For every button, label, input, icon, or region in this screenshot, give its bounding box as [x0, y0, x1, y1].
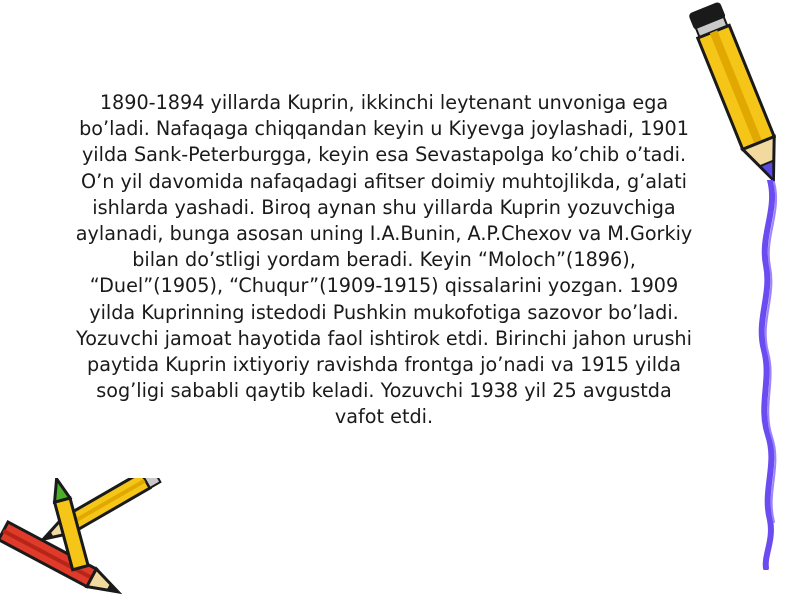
crossed-pencils-icon: [0, 478, 170, 598]
squiggle-line-icon: [740, 180, 800, 570]
body-text: 1890-1894 yillarda Kuprin, ikkinchi leytenant unvoniga ega bo’ladi. Nafaqaga chiqqandan keyin u Kiyevga joylashadi, 1901 yilda Sank-Peterburgga, keyin esa Sevastapolga ko’chib o’tadi. O’n yil davomida nafaqadagi afitser doimiy muhtojlikda, g’alati ishlarda yashadi. Biroq aynan shu yillarda Kuprin yozuvchiga aylanadi, bunga asosan uning I.A.Bunin, A.P.Chexov va M.Gorkiy bilan do’stligi yordam beradi. Keyin “Moloch”(1896), “Duel”(1905), “Chuqur”(1909-1915) qissalarini yozgan. 1909 yilda Kuprinning istedodi Pushkin mukofotiga sazovor bo’ladi. Yozuvchi jamoat hayotida faol ishtirok etdi. Birinchi jahon urushi paytida Kuprin ixtiyoriy ravishda frontga jo’nadi va 1915 yilda sog’ligi sababli qaytib keladi. Yozuvchi 1938 yil 25 avgustda vafot etdi.: [75, 91, 693, 429]
